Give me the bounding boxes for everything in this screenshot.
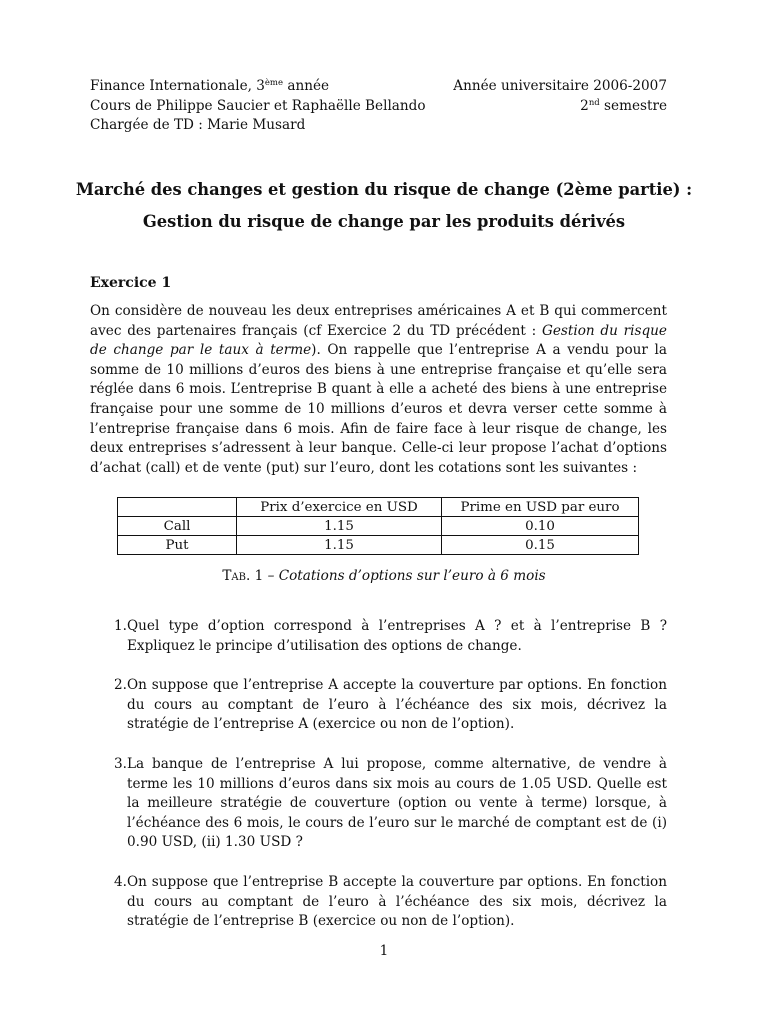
table-row: [118, 517, 639, 536]
list-item: [90, 676, 667, 735]
td-instructor: Chargée de TD : Marie Musard: [90, 117, 306, 133]
table-cell: 0.10: [442, 517, 639, 536]
question-number: 1.: [114, 618, 127, 634]
academic-year: Année universitaire 2006-2007: [453, 78, 667, 94]
table-header-cell: Prix d’exercice en USD: [237, 498, 442, 517]
table-cell: 1.15: [237, 536, 442, 555]
table-header-cell: [118, 498, 237, 517]
question-text: La banque de l’entreprise A lui propose, comme alternative, de vendre à terme les 10 millions d’euros dans six mois au cours de 1.05 USD. Quelle est la meilleure stratégie de couverture (option ou vente à terme) lorsque, à l’échéance des 6 mois, le cours de l’euro sur le marché de comptant est de (i) 0.90 USD, (ii) 1.30 USD ?: [127, 755, 667, 851]
options-quotes-table: [117, 497, 639, 555]
list-item: [90, 755, 667, 853]
page-number: 1: [379, 943, 389, 959]
course-name: Finance Internationale, 3ème année: [90, 78, 330, 94]
referenced-td-title: Gestion du risque de change par le taux à terme: [90, 322, 667, 359]
semester: 2nd semestre: [580, 97, 667, 114]
table-header-row: [118, 498, 639, 517]
table-caption: Tab. 1 – Cotations d’options sur l’euro à 6 mois: [222, 568, 546, 584]
question-number: 4.: [114, 873, 127, 890]
table-cell: Call: [118, 517, 237, 536]
table-cell: 0.15: [442, 536, 639, 555]
question-list: [90, 617, 667, 952]
question-number: 2.: [114, 677, 127, 694]
table-cell: 1.15: [237, 517, 442, 536]
question-text: On suppose que l’entreprise B accepte la couverture par options. En fonction du cours au comptant de l’euro à l’échéance des six mois, décrivez la stratégie de l’entreprise B (exercice ou non de l’option).: [127, 873, 667, 930]
exercise-intro: On considère de nouveau les deux entreprises américaines A et B qui commercent avec des partenaires français (cf Exercice 2 du TD précédent : Gestion du risque de change par le taux à terme). On rappelle que l’entreprise A a vendu pour la somme de 10 millions d’euros des biens à une entreprise française et qu’elle sera réglée dans 6 mois. L’entreprise B quant à elle a acheté des biens à une entreprise française pour une somme de 10 millions d’euros et devra verser cette somme à l’entreprise française dans 6 mois. Afin de faire face à leur risque de change, les deux entreprises s’adressent à leur banque. Celle-ci leur propose l’achat d’options d’achat (call) et de vente (put) sur l’euro, dont les cotations sont les suivantes :: [90, 303, 667, 476]
list-item: [90, 873, 667, 932]
document-title: Marché des changes et gestion du risque de change (2ème partie) :: [75, 180, 693, 199]
table-cell: Put: [118, 536, 237, 555]
exercise-heading: Exercice 1: [90, 275, 172, 291]
question-text: On suppose que l’entreprise A accepte la couverture par options. En fonction du cours au comptant de l’euro à l’échéance des six mois, décrivez la stratégie de l’entreprise A (exercice ou non de l’option).: [127, 677, 667, 733]
list-item: [90, 617, 667, 656]
teachers: Cours de Philippe Saucier et Raphaëlle Bellando: [90, 97, 426, 114]
question-text: Quel type d’option correspond à l’entreprises A ? et à l’entreprise B ? Expliquez le principe d’utilisation des options de change.: [127, 618, 667, 654]
table-row: [118, 536, 639, 555]
table-header-cell: Prime en USD par euro: [442, 498, 639, 517]
document-header: [90, 77, 667, 136]
question-number: 3.: [114, 755, 127, 772]
document-subtitle: Gestion du risque de change par les produits dérivés: [142, 212, 626, 231]
